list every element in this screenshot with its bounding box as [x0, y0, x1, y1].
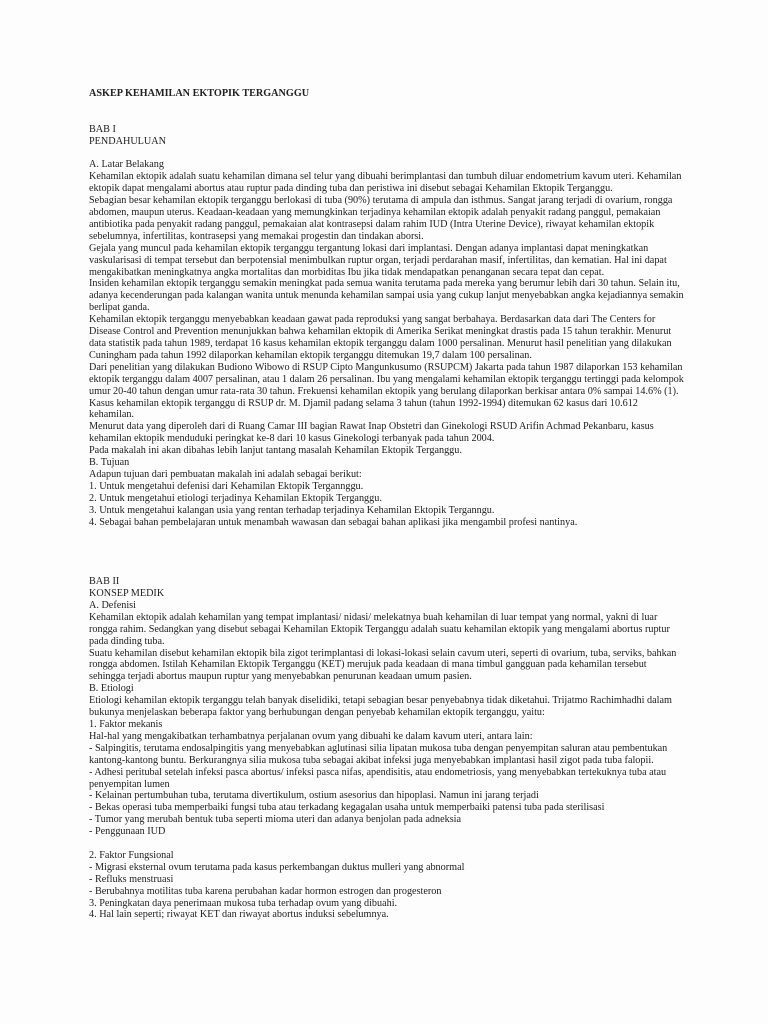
paragraph: Hal-hal yang mengakibatkan terhambatnya perjalanan ovum yang dibuahi ke dalam kavum uteri, antara lain: [89, 730, 533, 742]
paragraph: Insiden kehamilan ektopik terganggu semakin meningkat pada semua wanita terutama pada mereka yang berumur lebih dari 30 tahun. Selain itu, adanya kecenderungan pada kalangan wanita untuk menunda kehamilan sampai usia yang cukup lanjut menyebabkan angka kejadiannya semakin berlipat ganda. [89, 278, 684, 314]
paragraph: Kehamilan ektopik adalah suatu kehamilan dimana sel telur yang dibuahi berimplantasi dan tumbuh diluar endometrium kavum uteri. Kehamilan ektopik dapat mengalami abortus atau ruptur pada dinding tuba dan peristiwa ini disebut sebagai Kehamilan Ektopik Terganggu. [89, 171, 682, 195]
faktor-fungsional-title: 2. Faktor Fungsional [89, 849, 174, 861]
faktor-mekanis-title: 1. Faktor mekanis [89, 718, 163, 730]
tujuan-intro: Adapun tujuan dari pembuatan makalah ini adalah sebagai berikut: [89, 468, 362, 480]
list-item: - Migrasi eksternal ovum terutama pada kasus perkembangan duktus mulleri yang abnormal [89, 861, 465, 873]
paragraph: Sebagian besar kehamilan ektopik terganggu berlokasi di tuba (90%) terutama di ampula dan isthmus. Sangat jarang terjadi di ovarium, rongga abdomen, maupun uterus. Keadaan-keadaan yang memungkinkan terjadinya kehamilan ektopik adalah penyakit radang panggul, pemakaian antibiotika pada penyakit radang panggul, pemakaian alat kontrasepsi dalam rahim IUD (Intra Uterine Device), riwayat kehamilan ektopik sebelumnya, infertilitas, kontrasepsi yang memakai progestin dan tindakan aborsi. [89, 195, 673, 242]
paragraph: Etiologi kehamilan ektopik terganggu telah banyak diselidiki, tetapi sebagian besar penyebabnya tidak diketahui. Trijatmo Rachimhadhi dalam bukunya menjelaskan beberapa faktor yang berhubungan dengan penyebab kehamilan ektopik terganggu, yaitu: [89, 695, 672, 719]
section-etiologi: B. Etiologi [89, 683, 134, 695]
bab1-subheading: PENDAHULUAN [89, 135, 166, 147]
list-item: - Salpingitis, terutama endosalpingitis yang menyebabkan aglutinasi silia lipatan mukosa tuba dengan penyempitan saluran atau pembentukan kantong-kantong buntu. Berkurangnya silia mukosa tuba sebagai akibat infeksi juga menyebabkan implantasi hasil zigot pada tuba falopii. [89, 742, 668, 766]
section-tujuan: B. Tujuan [89, 457, 130, 469]
spacer [89, 529, 685, 577]
paragraph: Dari penelitian yang dilakukan Budiono Wibowo di RSUP Cipto Mangunkusumo (RSUPCM) Jakarta pada tahun 1987 dilaporkan 153 kehamilan ektopik terganggu dalam 4007 persalinan, atau 1 dalam 26 persalinan. Ibu yang mengalami kehamilan ektopik terganggu tertinggi pada kelompok umur 20-40 tahun dengan umur rata-rata 30 tahun. Frekuensi kehamilan ektopik yang berulang dilaporkan berkisar antara 0% sampai 14.6% (1). Kasus kehamilan ektopik terganggu di RSUP dr. M. Djamil padang selama 3 tahun (tahun 1992-1994) ditemukan 62 kasus dari 10.612 kehamilan. [89, 361, 684, 421]
list-item: 3. Untuk mengetahui kalangan usia yang rentan terhadap terjadinya Kehamilan Ektopik Terganngu. [89, 504, 495, 516]
bab2-subheading: KONSEP MEDIK [89, 588, 165, 599]
bab2-heading: BAB II [89, 576, 120, 588]
document-title: ASKEP KEHAMILAN EKTOPIK TERGANGGU [89, 88, 310, 99]
paragraph: Gejala yang muncul pada kehamilan ektopik terganggu tergantung lokasi dari implantasi. Dengan adanya implantasi dapat meningkatkan vaskularisasi di tempat tersebut dan berpotensial menimbulkan ruptur organ, terjadi perdarahan masif, infertilitas, dan kematian. Hal ini dapat mengakibatkan meningkatnya angka mortalitas dan morbiditas Ibu jika tidak mendapatkan penanganan secara tepat dan cepat. [89, 242, 667, 278]
paragraph: Kehamilan ektopik terganggu menyebabkan keadaan gawat pada reproduksi yang sangat berbahaya. Berdasarkan data dari The Centers for Disease Control and Prevention menunjukkan bahwa kehamilan ektopik di Amerika Serikat meningkat drastis pada 15 tahun terakhir. Menurut data statistik pada tahun 1989, terdapat 16 kasus kehamilan ektopik terganggu dalam 1000 persalinan. Menurut hasil penelitian yang dilakukan Cuningham pada tahun 1992 dilaporkan kehamilan ektopik terganggu ditemukan 19,7 dalam 100 persalinan. [89, 314, 672, 361]
bab1-heading: BAB I [89, 123, 116, 135]
list-item: 4. Hal lain seperti; riwayat KET dan riwayat abortus induksi sebelumnya. [89, 909, 389, 921]
list-item: - Refluks menstruasi [89, 873, 174, 885]
paragraph: Pada makalah ini akan dibahas lebih lanjut tantang masalah Kehamilan Ektopik Terganggu. [89, 445, 462, 457]
spacer [89, 838, 685, 850]
list-item: - Kelainan pertumbuhan tuba, terutama divertikulum, ostium asesorius dan hipoplasi. Namun ini jarang terjadi [89, 790, 539, 802]
list-item: - Bekas operasi tuba memperbaiki fungsi tuba atau terkadang kegagalan usaha untuk memperbaiki patensi tuba pada sterilisasi [89, 802, 605, 814]
list-item: - Tumor yang merubah bentuk tuba seperti mioma uteri dan adanya benjolan pada adneksia [89, 814, 462, 826]
document-body [89, 88, 685, 921]
list-item: 4. Sebagai bahan pembelajaran untuk menambah wawasan dan sebagai bahan aplikasi jika mengambil profesi nantinya. [89, 516, 578, 528]
paragraph: Kehamilan ektopik adalah kehamilan yang tempat implantasi/ nidasi/ melekatnya buah kehamilan di luar tempat yang normal, yakni di luar rongga rahim. Sedangkan yang disebut sebagai Kehamilan Ektopik Terganggu adalah suatu kehamilan ektopik yang mengalami abortus ruptur pada dinding tuba. [89, 611, 670, 647]
list-item: 2. Untuk mengetahui etiologi terjadinya Kehamilan Ektopik Terganggu. [89, 492, 382, 504]
list-item: - Berubahnya motilitas tuba karena perubahan kadar hormon estrogen dan progesteron [89, 885, 442, 897]
paragraph: Suatu kehamilan disebut kehamilan ektopik bila zigot terimplantasi di lokasi-lokasi selain cavum uteri, seperti di ovarium, tuba, serviks, bahkan rongga abdomen. Istilah Kehamilan Ektopik Terganggu (KET) merujuk pada keadaan di mana timbul gangguan pada kehamilan tersebut sehingga terjadi abortus maupun ruptur yang menyebabkan penurunan keadaan umum pasien. [89, 647, 677, 683]
spacer [89, 100, 685, 124]
paragraph: Menurut data yang diperoleh dari di Ruang Camar III bagian Rawat Inap Obstetri dan Ginekologi RSUD Arifin Achmad Pekanbaru, kasus kehamilan ektopik menduduki peringkat ke-8 dari 10 kasus Ginekologi terbanyak pada tahun 2004. [89, 421, 654, 445]
section-latar-belakang: A. Latar Belakang [89, 159, 164, 171]
spacer [89, 148, 685, 160]
list-item: 3. Peningkatan daya penerimaan mukosa tuba terhadap ovum yang dibuahi. [89, 897, 398, 909]
list-item: - Adhesi peritubal setelah infeksi pasca abortus/ infeksi pasca nifas, apendisitis, atau endometriosis, yang menyebabkan tertekuknya tuba atau penyempitan lumen [89, 766, 667, 790]
section-defenisi: A. Defenisi [89, 599, 136, 611]
list-item: - Penggunaan IUD [89, 826, 166, 838]
list-item: 1. Untuk mengetahui defenisi dari Kehamilan Ektopik Tergannggu. [89, 480, 364, 492]
